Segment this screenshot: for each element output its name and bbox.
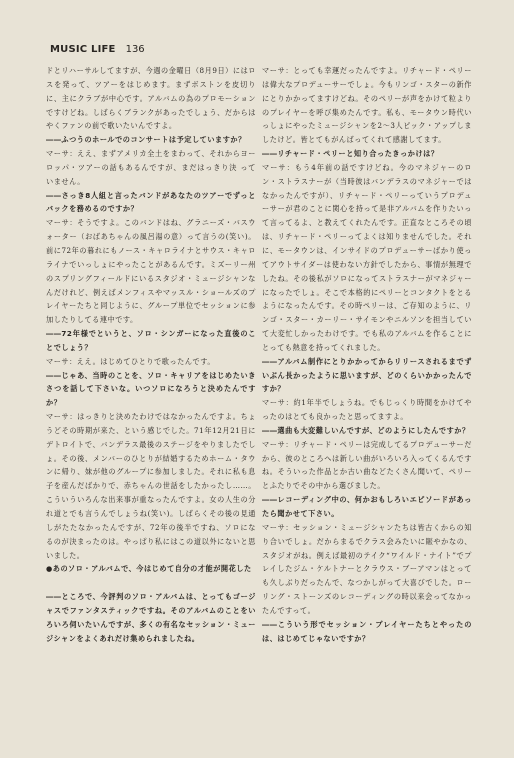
interviewer-question: ――ふつうのホールでのコンサートは予定していますか？ — [46, 135, 246, 145]
interviewer-question: ――72年様でというと、ソロ・シンガーになった直後のことでしょう？ — [46, 329, 256, 352]
answer-paragraph: ドとリハーサルしてますが、今週の金曜日（8月9日）にはロスを発って、ツアーをはじめます。まずボストンを皮切りに、主にクラブが中心です。アルバムの為のプロモーションですけどね。しばらくブランクがあったでしょう、だからはやくファンの前で歌いたいんですよ。 — [46, 66, 256, 131]
magazine-title: MUSIC LIFE — [50, 44, 116, 55]
interviewer-question: ●あのソロ・アルバムで、今はじめて自分の才能が開花した — [46, 564, 252, 574]
answer-paragraph: マーサ：もう4年前の話ですけどね。今のマネジャーのロン・ストラスナーが（当時彼はバンデラスのマネジャーではなかったんですが）、リチャード・ペリーっていうプロデューサーが君のことに関心を持って是非アルバムを作りたいって言ってるよ、と教えてくれたんです。正直なところその頃は、リチャード・ペリーってよくは知りませんでした。それに、モータウンは、インサイドのプロデューサーばかり使ってアウトサイダーは使わない方針でしたから、事情が無理でしたね。その後私がソロになってストラスナーがマネジャーになったでしょ。そこで本格的にペリーとコンタクトをとるようになったんです。その時ペリーは、ご存知のように、リンゴ・スター・カーリー・サイモンやニルソンを担当していて大変忙しかったわけです。でも私のアルバムを作ることにとっても熱意を持ってくれました。 — [262, 162, 472, 352]
answer-paragraph: マーサ：はっきりと決めたわけではなかったんですよ。ちょうどその時期が来た、という感じでした。71年12月21日にデトロイトで、バンデラス最後のステージをやりましたでしょ。その後、メンバーのひとりが結婚するためホーム・タウンに帰り、妹が他のグループに参加しました。それに私も息子を産んだばかりで、赤ちゃんの世話をしたかったし……。こういういろんな出来事が重なったんですよ。女の人生の分れ道とでも言うんでしょうね(笑い)。しばらくその後の見通しがたたなかったんですが、72年の後半ですね、ソロになるのが決まったのは。やっぱり私にはこの道以外にないと思いました。 — [46, 412, 256, 560]
answer-paragraph: マーサ：リチャード・ペリーは完成してるプロデューサーだから、彼のところへは新しい曲がいろいろ入ってくるんですね。そういった作品とか古い曲などたくさん聞いて、ペリーとふたりでその中から選びました。 — [262, 439, 472, 491]
answer-paragraph: マーサ：ええ。はじめてひとりで歌ったんです。 — [46, 356, 216, 366]
interviewer-question: ――こういう形でセッション・プレイヤーたちとやったのは、はじめてじゃないですか？ — [262, 619, 472, 643]
interviewer-question: ――さっき8人組と言ったバンドがあなたのツアーでずっとバックを務めるのですか？ — [46, 190, 256, 214]
interviewer-question: ――ところで、今評判のソロ・アルバムは、とってもゴージャスでファンタスティックですね。そのアルバムのことをいろいろ伺いたいんですが、多くの有名なセッション・ミュージシャンをよくあれだけ集められましたね。 — [46, 592, 256, 643]
answer-paragraph: マーサ：そうですよ。このバンドはね、グラニーズ・バスウォーター（おばあちゃんの風呂湯の意）って言うの(笑い)。前に72年の暮れにもノース・キャロライナとサウス・キャロライナでいっしょにやったことがあるんです。ミズーリー州のスプリングフィールドにいるスタジオ・ミュージシャンなんだけれど、例えばメンフィスやマッスル・ショールズのプレイヤーたちと同じように、グループ単位でセッションに参加したりしてる連中です。 — [46, 218, 256, 325]
page-number: 136 — [125, 44, 145, 55]
answer-paragraph: マーサ：ええ、まずアメリカ全土をまわって、それからヨーロッパ・ツアーの話もあるんですが、まだはっきり決 っていません。 — [46, 149, 256, 186]
page-header — [50, 44, 145, 55]
interviewer-question: ――アルバム制作にとりかかってからリリースされるまでずいぶん長かったように思いますが、どのくらいかかったんですか？ — [262, 356, 472, 394]
right-column — [262, 64, 472, 645]
interviewer-question: ――レコーディング中の、何かおもしろいエピソードがあったら聞かせて下さい。 — [262, 495, 472, 518]
interviewer-question: ――選曲も大変難しいんですが、どのようにしたんですか？ — [262, 425, 470, 435]
paragraph-spacer — [46, 576, 256, 590]
answer-paragraph: マーサ：とっても幸運だったんですよ。リチャード・ペリーは偉大なプロデューサーでしょ。今もリンゴ・スターの新作にとりかかってますけどね。そのペリーが声をかけて粒よりのプレイヤーを呼び集めたんです。私も、モータウン時代いっしょにやったミュージシャンを2～3人ピック・アップしましたけど。皆とてもがんばってくれて感謝してます。 — [262, 66, 472, 145]
interviewer-question: ――リチャード・ペリーと知り合ったきっかけは？ — [262, 149, 439, 159]
answer-paragraph: マーサ：約1年半でしょうね。でもじっくり時間をかけてやったのはとても良かったと思ってますよ。 — [262, 398, 472, 422]
interviewer-question: ――じゃあ、当時のことを、ソロ・キャリアをはじめたいきさつを話して下さいな。いつソロになろうと決めたんですか？ — [46, 370, 256, 408]
left-column — [46, 64, 256, 645]
answer-paragraph: マーサ：セッション・ミュージシャンたちは皆古くからの知り合いでしょ。だからまるでクラス会みたいに賑やかなの、スタジオがね。例えば最初のテイク“ワイルド・ナイト”でプレイしたジム・ケルトナーとクラウス・ブーアマンはとっても久しぶりだったんで、なつかしがって大喜びでした。ローリング・ストーンズのレコーディングの時以来会ってなかったんですって。 — [262, 522, 472, 615]
